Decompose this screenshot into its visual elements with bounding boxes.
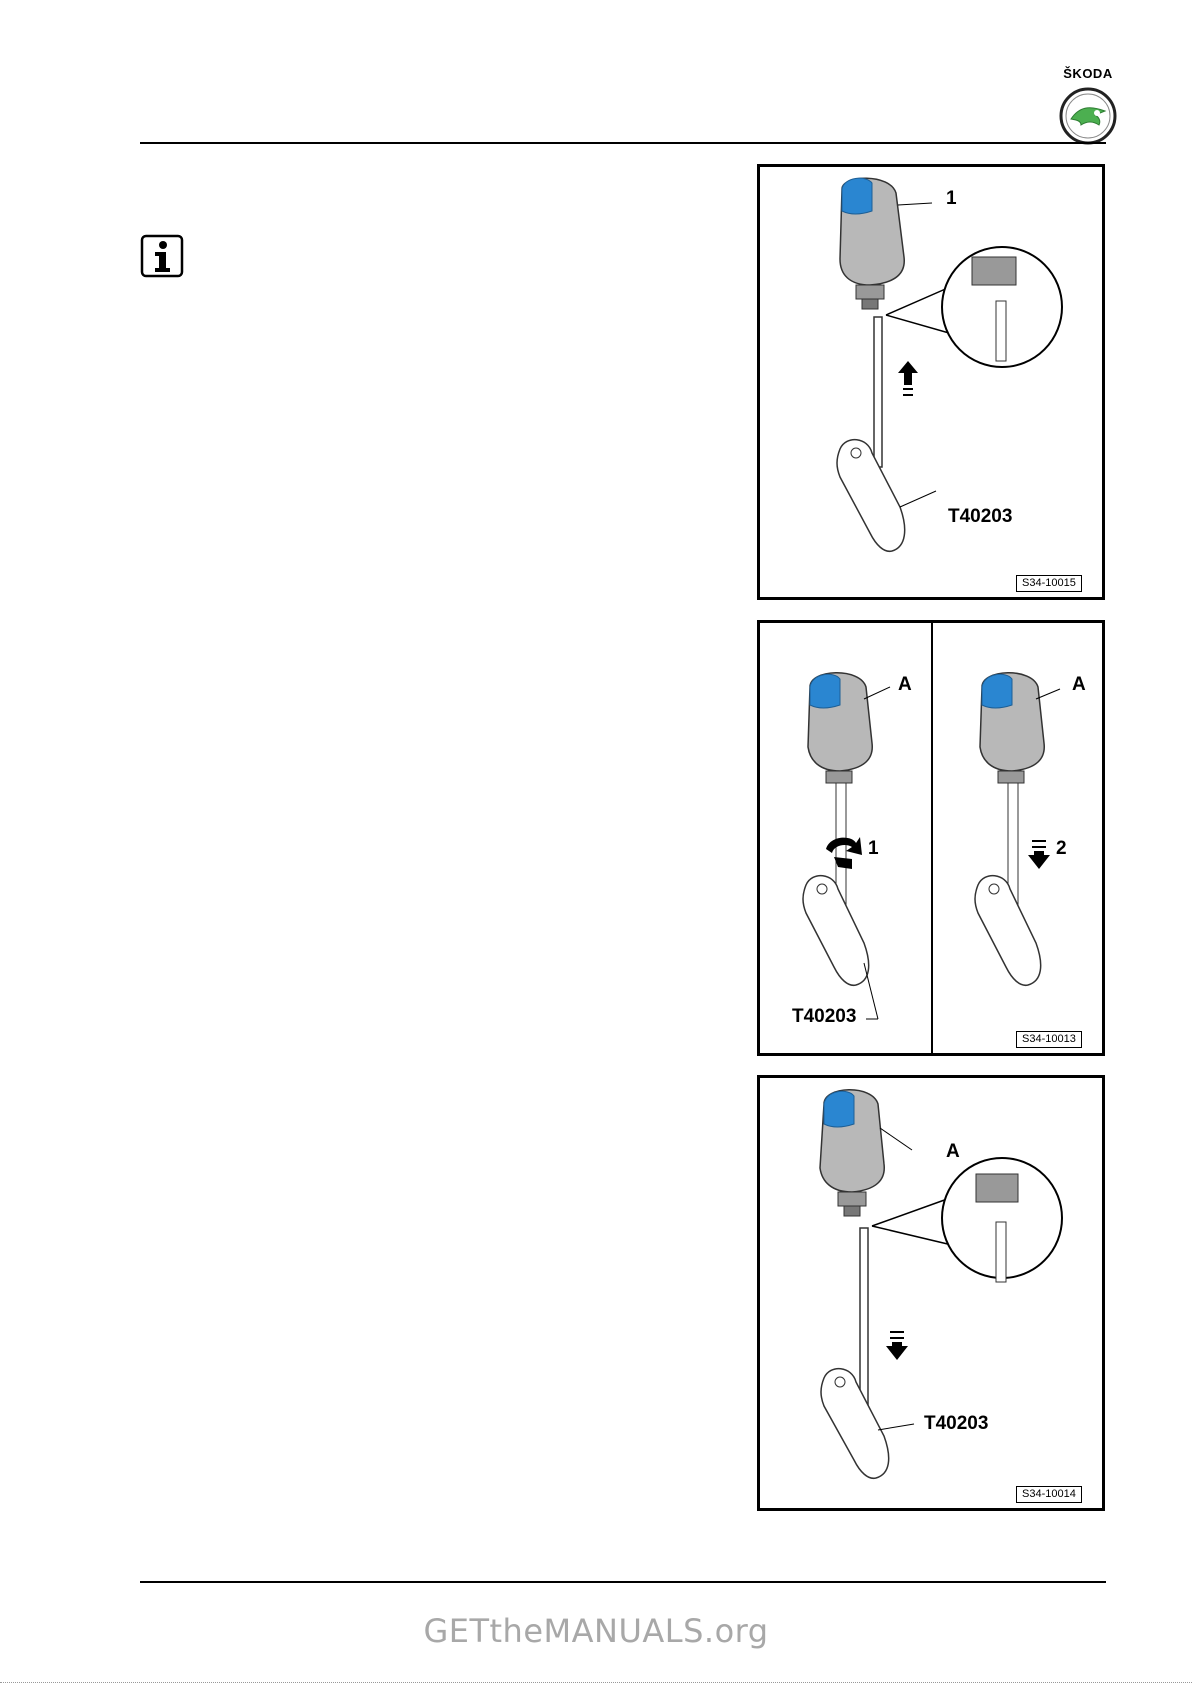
header-divider bbox=[140, 142, 1106, 144]
footer-divider bbox=[140, 1581, 1106, 1583]
figure-gear-knob-pull bbox=[757, 1075, 1105, 1511]
watermark: GETtheMANUALS.org bbox=[423, 1612, 769, 1650]
info-icon bbox=[140, 234, 184, 278]
skoda-logo-icon bbox=[1059, 87, 1117, 145]
callout-a-left: A bbox=[898, 674, 912, 695]
figure-gear-knob-twist bbox=[757, 620, 1105, 1056]
figure-gear-knob-removal bbox=[757, 164, 1105, 600]
figure-1-illustration bbox=[760, 167, 1102, 597]
figure-reference: S34-10013 bbox=[1016, 1031, 1082, 1048]
callout-tool: T40203 bbox=[792, 1006, 857, 1027]
callout-tool: T40203 bbox=[924, 1413, 989, 1434]
callout-a-right: A bbox=[1072, 674, 1086, 695]
figure-2-illustration bbox=[760, 623, 1102, 1053]
brand-header bbox=[1030, 66, 1146, 145]
callout-2: 2 bbox=[1056, 838, 1067, 859]
figure-reference: S34-10014 bbox=[1016, 1486, 1082, 1503]
callout-tool: T40203 bbox=[948, 506, 1013, 527]
figure-reference: S34-10015 bbox=[1016, 575, 1082, 592]
page-edge bbox=[0, 1682, 1192, 1683]
callout-a: A bbox=[946, 1141, 960, 1162]
brand-name: ŠKODA bbox=[1063, 66, 1113, 81]
callout-1: 1 bbox=[946, 188, 957, 209]
figure-3-illustration bbox=[760, 1078, 1102, 1508]
callout-1: 1 bbox=[868, 838, 879, 859]
